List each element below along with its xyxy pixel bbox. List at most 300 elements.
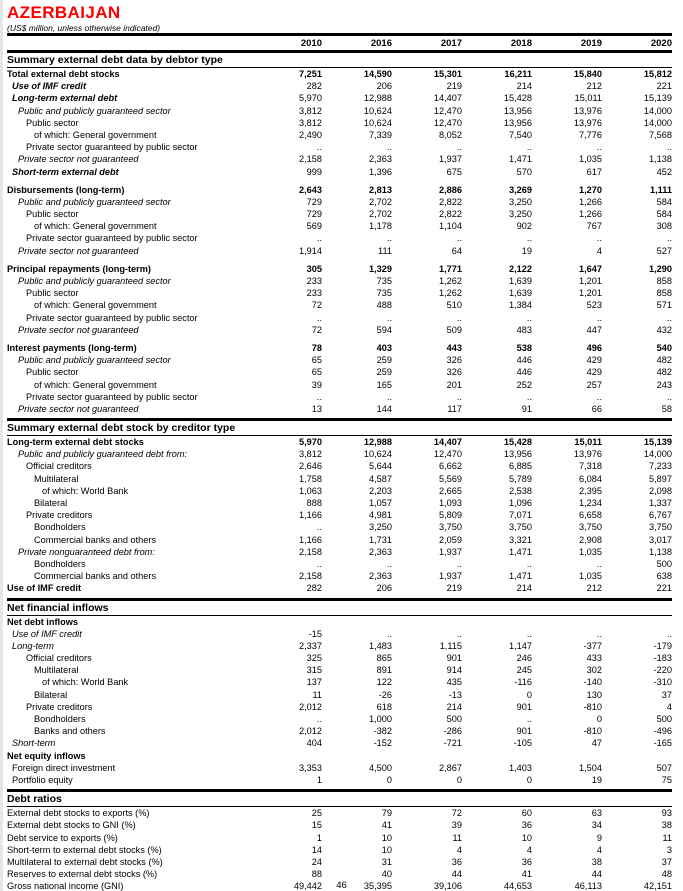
cell: 12,988 — [363, 93, 392, 104]
cell: 2,702 — [369, 196, 392, 207]
cell: .. — [456, 142, 462, 153]
year-header-cell: 2020 — [650, 37, 672, 49]
cell: 735 — [376, 276, 392, 286]
cell: 1,266 — [579, 209, 602, 220]
cell: 219 — [446, 583, 462, 594]
row-label: Short-term to external debt stocks (%) — [7, 844, 162, 855]
cell: 245 — [516, 665, 532, 676]
cell: 0 — [526, 774, 532, 785]
cell: 111 — [378, 245, 392, 256]
cell: 19 — [521, 245, 532, 256]
cell: -721 — [443, 738, 462, 749]
cell: 2,867 — [439, 762, 462, 773]
cell: 482 — [656, 355, 672, 366]
cell: 2,395 — [579, 485, 602, 496]
cell: 1,138 — [649, 154, 672, 165]
cell: 93 — [661, 808, 672, 819]
table-body — [7, 53, 672, 891]
cell: 44 — [591, 869, 602, 880]
row-label: Private sector guaranteed by public sector — [26, 142, 198, 153]
cell: 11 — [452, 832, 462, 843]
cell: 1,063 — [299, 485, 322, 496]
section-header: Summary external debt data by debtor type — [7, 54, 223, 66]
cell: 1,166 — [299, 534, 322, 545]
table-row — [7, 640, 672, 652]
table-row — [7, 184, 672, 196]
table-row — [7, 534, 672, 546]
cell — [322, 616, 392, 628]
cell: 1,266 — [579, 196, 602, 207]
table-row — [7, 582, 672, 594]
cell: 3,812 — [299, 105, 322, 116]
cell: .. — [456, 628, 462, 639]
cell: 510 — [446, 300, 462, 311]
cell: 14,000 — [643, 105, 672, 116]
cell: 39 — [311, 379, 322, 390]
row-label: Public sector — [26, 117, 79, 128]
cell: 19 — [591, 774, 602, 785]
row-label: Private creditors — [26, 701, 93, 712]
row-label: Public and publicly guaranteed sector — [18, 105, 171, 116]
cell: 6,885 — [509, 461, 532, 472]
cell: 1,937 — [439, 154, 462, 165]
cell: 7,071 — [509, 510, 532, 521]
cell: 3,750 — [579, 522, 602, 533]
table-row — [7, 546, 672, 558]
cell: 1,262 — [439, 276, 462, 286]
row-label: Commercial banks and others — [34, 571, 157, 582]
table-row — [7, 819, 672, 831]
cell: 41 — [521, 869, 532, 880]
page-title: AZERBAIJAN — [7, 3, 121, 22]
cell: 891 — [376, 665, 392, 676]
cell: -140 — [583, 677, 602, 688]
cell: 2,363 — [369, 546, 392, 557]
cell — [322, 750, 392, 762]
row-label: Private sector not guaranteed — [18, 324, 139, 335]
cell: 41 — [381, 820, 392, 831]
cell: 594 — [376, 324, 392, 335]
cell: 858 — [656, 276, 672, 286]
cell: 1,758 — [299, 473, 322, 484]
cell: 0 — [456, 774, 462, 785]
cell: 325 — [306, 653, 322, 664]
cell: 219 — [446, 81, 462, 92]
table-row — [7, 448, 672, 460]
cell: 36 — [521, 856, 532, 867]
cell: 914 — [446, 665, 462, 676]
cell: 3 — [666, 844, 672, 855]
cell: 617 — [586, 166, 602, 177]
cell: 36 — [451, 856, 462, 867]
cell: 1,035 — [579, 546, 602, 557]
cell: 65 — [311, 367, 322, 378]
cell — [532, 616, 602, 628]
table-row — [7, 844, 672, 856]
cell: 2,538 — [509, 485, 532, 496]
row-label: Public sector — [26, 367, 79, 378]
cell: 6,084 — [579, 473, 602, 484]
cell — [392, 750, 462, 762]
cell: .. — [386, 312, 392, 323]
cell: .. — [596, 558, 602, 569]
cell: 34 — [591, 820, 602, 831]
cell: 1,201 — [579, 288, 602, 299]
cell: 584 — [656, 196, 672, 207]
cell: 2,122 — [509, 263, 532, 274]
table-row — [7, 208, 672, 220]
table-row — [7, 299, 672, 311]
cell: 1,403 — [509, 762, 532, 773]
cell: 233 — [306, 276, 322, 286]
cell: -286 — [443, 726, 462, 737]
cell: 1,937 — [439, 571, 462, 582]
row-label: Debt service to exports (%) — [7, 832, 118, 843]
cell: 1,471 — [509, 571, 532, 582]
table-row — [7, 664, 672, 676]
cell: 5,569 — [439, 473, 462, 484]
cell: 259 — [376, 355, 392, 366]
cell: 308 — [656, 221, 672, 232]
row-label: Public and publicly guaranteed sector — [18, 355, 171, 366]
cell: 137 — [306, 677, 322, 688]
cell: 14,407 — [433, 437, 462, 448]
cell: 571 — [656, 300, 672, 311]
table-row — [7, 713, 672, 725]
cell: 2,098 — [649, 485, 672, 496]
cell — [532, 750, 602, 762]
row-label: Public and publicly guaranteed sector — [18, 196, 171, 207]
units-note: (US$ million, unless otherwise indicated) — [7, 23, 161, 33]
cell: 2,702 — [369, 209, 392, 220]
cell: .. — [596, 142, 602, 153]
table-row — [7, 725, 672, 737]
cell: 326 — [446, 355, 462, 366]
cell: 46,113 — [574, 881, 602, 891]
cell: 72 — [311, 324, 322, 335]
cell: 0 — [386, 774, 392, 785]
cell: 729 — [306, 209, 322, 220]
cell: 2,158 — [299, 154, 322, 165]
cell: 15,840 — [573, 69, 602, 79]
cell: 2,646 — [299, 461, 322, 472]
cell: 2,822 — [439, 196, 462, 207]
cell: 39,106 — [433, 881, 462, 891]
cell: 2,337 — [299, 640, 322, 651]
row-label: Private sector guaranteed by public sector — [26, 391, 198, 402]
cell: 130 — [586, 689, 602, 700]
cell: 12,470 — [433, 105, 462, 116]
cell: 5,789 — [509, 473, 532, 484]
cell: 14,000 — [643, 117, 672, 128]
cell: 15,428 — [503, 93, 532, 104]
cell: 3,353 — [299, 762, 322, 773]
cell: 500 — [446, 714, 462, 724]
cell: -810 — [583, 701, 602, 712]
table-row — [7, 628, 672, 640]
cell: .. — [526, 312, 532, 323]
cell: 482 — [656, 367, 672, 378]
row-label: Private sector not guaranteed — [18, 154, 139, 165]
table-row — [7, 263, 672, 275]
cell: 8,052 — [439, 129, 462, 140]
cell: 38 — [661, 820, 672, 831]
cell: 40 — [381, 869, 392, 880]
cell: 14 — [311, 844, 322, 855]
cell: 1,147 — [509, 640, 532, 651]
row-label: Principal repayments (long-term) — [7, 263, 151, 274]
year-header-cell: 2019 — [580, 37, 602, 49]
table-row — [7, 275, 672, 287]
cell: 6,658 — [579, 510, 602, 521]
cell: .. — [386, 628, 392, 639]
cell: .. — [666, 142, 672, 153]
cell: -310 — [653, 677, 672, 688]
row-label: Official creditors — [26, 461, 92, 472]
cell: 47 — [591, 738, 602, 749]
table-row — [7, 521, 672, 533]
table-row — [7, 80, 672, 92]
cell: 212 — [586, 583, 602, 594]
cell: 38 — [591, 856, 602, 867]
cell: 1,057 — [369, 498, 392, 508]
table-row — [7, 737, 672, 749]
cell: 1,270 — [579, 184, 602, 195]
cell: 31 — [381, 856, 392, 867]
cell: .. — [316, 233, 322, 244]
table-row — [7, 558, 672, 570]
cell: .. — [596, 391, 602, 402]
table-row — [7, 287, 672, 299]
table-row — [7, 832, 672, 844]
cell: 214 — [516, 583, 532, 594]
cell: 14,407 — [433, 93, 462, 104]
cell: 252 — [516, 379, 532, 390]
cell: 7,233 — [649, 461, 672, 472]
cell: 1,647 — [579, 263, 602, 274]
cell: 15,301 — [433, 69, 462, 79]
cell: .. — [526, 142, 532, 153]
cell: 259 — [376, 367, 392, 378]
table-row — [7, 354, 672, 366]
cell: 302 — [586, 665, 602, 676]
cell: .. — [666, 391, 672, 402]
cell: 1,035 — [579, 571, 602, 582]
cell: 2,886 — [439, 184, 462, 195]
cell: 538 — [516, 342, 532, 353]
cell: 6,767 — [649, 510, 672, 521]
table-row — [7, 485, 672, 497]
cell: 4 — [596, 245, 602, 256]
table-row — [7, 153, 672, 165]
cell: 2,158 — [299, 571, 322, 582]
cell: 1,115 — [439, 640, 462, 651]
cell: 201 — [446, 379, 462, 390]
cell: 4 — [526, 844, 532, 855]
cell: -105 — [513, 738, 532, 749]
row-label: Multilateral to external debt stocks (%) — [7, 856, 163, 867]
cell — [252, 616, 322, 628]
cell: 214 — [446, 701, 462, 712]
cell: .. — [316, 142, 322, 153]
row-label: of which: General government — [34, 300, 157, 311]
table-row — [7, 166, 672, 178]
table-row — [7, 129, 672, 141]
cell: 4 — [666, 701, 672, 712]
cell: 2,158 — [299, 546, 322, 557]
cell: .. — [386, 391, 392, 402]
year-header-cell: 2017 — [440, 37, 462, 49]
cell: .. — [596, 628, 602, 639]
cell: 233 — [306, 288, 322, 299]
row-label: Public sector — [26, 288, 79, 299]
cell: 15 — [311, 820, 322, 831]
row-label: Public sector — [26, 209, 79, 220]
row-label: of which: World Bank — [42, 677, 129, 688]
cell: .. — [316, 522, 322, 533]
cell: 1,937 — [439, 546, 462, 557]
cell: .. — [386, 142, 392, 153]
cell: .. — [386, 233, 392, 244]
cell: 1 — [316, 832, 322, 843]
cell: 13,956 — [503, 117, 532, 128]
section-header: Summary external debt stock by creditor type — [7, 422, 236, 435]
table-row — [7, 856, 672, 868]
cell: .. — [526, 714, 532, 724]
table-row — [7, 141, 672, 153]
cell: 10,624 — [363, 105, 392, 116]
cell: 15,011 — [574, 93, 602, 104]
cell: 432 — [656, 324, 672, 335]
cell: 315 — [306, 665, 322, 676]
cell: 91 — [521, 403, 532, 414]
table-row — [7, 750, 672, 762]
row-label: Long-term external debt — [12, 93, 118, 104]
row-label: Short-term external debt — [12, 166, 119, 177]
page-number: 46 — [336, 880, 347, 891]
cell: 44,653 — [503, 881, 532, 891]
cell: .. — [666, 628, 672, 639]
cell: 79 — [381, 808, 392, 819]
cell: 14,000 — [643, 449, 672, 460]
row-label: Long-term external debt stocks — [7, 437, 144, 448]
cell: 206 — [376, 81, 392, 92]
table-row — [7, 245, 672, 257]
cell: .. — [456, 312, 462, 323]
cell: 10 — [381, 832, 392, 843]
row-label: Total external debt stocks — [7, 69, 120, 79]
year-header-cell: 2010 — [300, 37, 322, 49]
cell: 49,442 — [293, 881, 322, 891]
cell: 446 — [516, 367, 532, 378]
cell: 638 — [656, 571, 672, 582]
cell: 165 — [376, 379, 392, 390]
row-label: of which: World Bank — [42, 485, 129, 496]
row-label: Multilateral — [34, 665, 79, 676]
row-label: Bilateral — [34, 498, 68, 508]
cell: -116 — [514, 677, 532, 688]
cell: 44 — [451, 869, 462, 880]
cell — [602, 750, 672, 762]
row-label: Portfolio equity — [12, 774, 73, 785]
cell: -13 — [448, 689, 462, 700]
cell: -496 — [653, 726, 672, 737]
cell: 66 — [591, 403, 602, 414]
cell: 540 — [656, 342, 672, 353]
cell: 1,639 — [509, 288, 532, 299]
cell: 2,012 — [299, 726, 322, 737]
cell: 2,363 — [369, 154, 392, 165]
cell: 902 — [516, 221, 532, 232]
cell: 7,318 — [579, 461, 602, 472]
table-row — [7, 92, 672, 104]
row-label: Long-term — [12, 640, 54, 651]
table-row — [7, 460, 672, 472]
cell: 1,096 — [509, 498, 532, 508]
cell: 15,428 — [503, 437, 532, 448]
row-label: Gross national income (GNI) — [7, 881, 124, 891]
cell: 282 — [306, 583, 322, 594]
cell: 37 — [661, 856, 672, 867]
row-label: External debt stocks to exports (%) — [7, 808, 150, 819]
cell: 37 — [661, 689, 672, 700]
table-row — [7, 509, 672, 521]
cell: 1,483 — [369, 640, 392, 651]
cell: 729 — [306, 196, 322, 207]
table-row — [7, 366, 672, 378]
cell: .. — [386, 558, 392, 569]
row-label: Multilateral — [34, 473, 79, 484]
cell: 2,203 — [369, 485, 392, 496]
cell: 509 — [446, 324, 462, 335]
row-label: Banks and others — [34, 726, 106, 737]
cell: 65 — [311, 355, 322, 366]
cell: 446 — [516, 355, 532, 366]
table-row — [7, 196, 672, 208]
table-row — [7, 220, 672, 232]
cell: 447 — [586, 324, 602, 335]
row-label: Official creditors — [26, 653, 92, 664]
cell: 452 — [656, 166, 672, 177]
cell: 443 — [446, 342, 462, 353]
cell: .. — [596, 233, 602, 244]
cell: 496 — [586, 342, 602, 353]
row-label: Short-term — [12, 738, 56, 749]
cell: 1,471 — [509, 154, 532, 165]
row-label: Use of IMF credit — [12, 628, 82, 639]
cell: 1 — [316, 774, 322, 785]
cell: 9 — [596, 832, 602, 843]
cell: -165 — [653, 738, 672, 749]
cell: .. — [316, 312, 322, 323]
cell: 13 — [311, 403, 322, 414]
table-row — [7, 868, 672, 880]
cell: 1,178 — [369, 221, 392, 232]
cell: 25 — [311, 808, 322, 819]
cell — [462, 616, 532, 628]
row-label: Disbursements (long-term) — [7, 184, 125, 195]
cell: 2,665 — [439, 485, 462, 496]
cell: 1,111 — [650, 184, 672, 195]
row-label: Bilateral — [34, 689, 68, 700]
cell: 13,976 — [573, 117, 602, 128]
cell: 3,812 — [299, 117, 322, 128]
table-row — [7, 689, 672, 701]
cell: 570 — [516, 166, 532, 177]
table-row — [7, 807, 672, 819]
row-label: Reserves to external debt stocks (%) — [7, 869, 158, 880]
section-header: Debt ratios — [7, 793, 62, 806]
